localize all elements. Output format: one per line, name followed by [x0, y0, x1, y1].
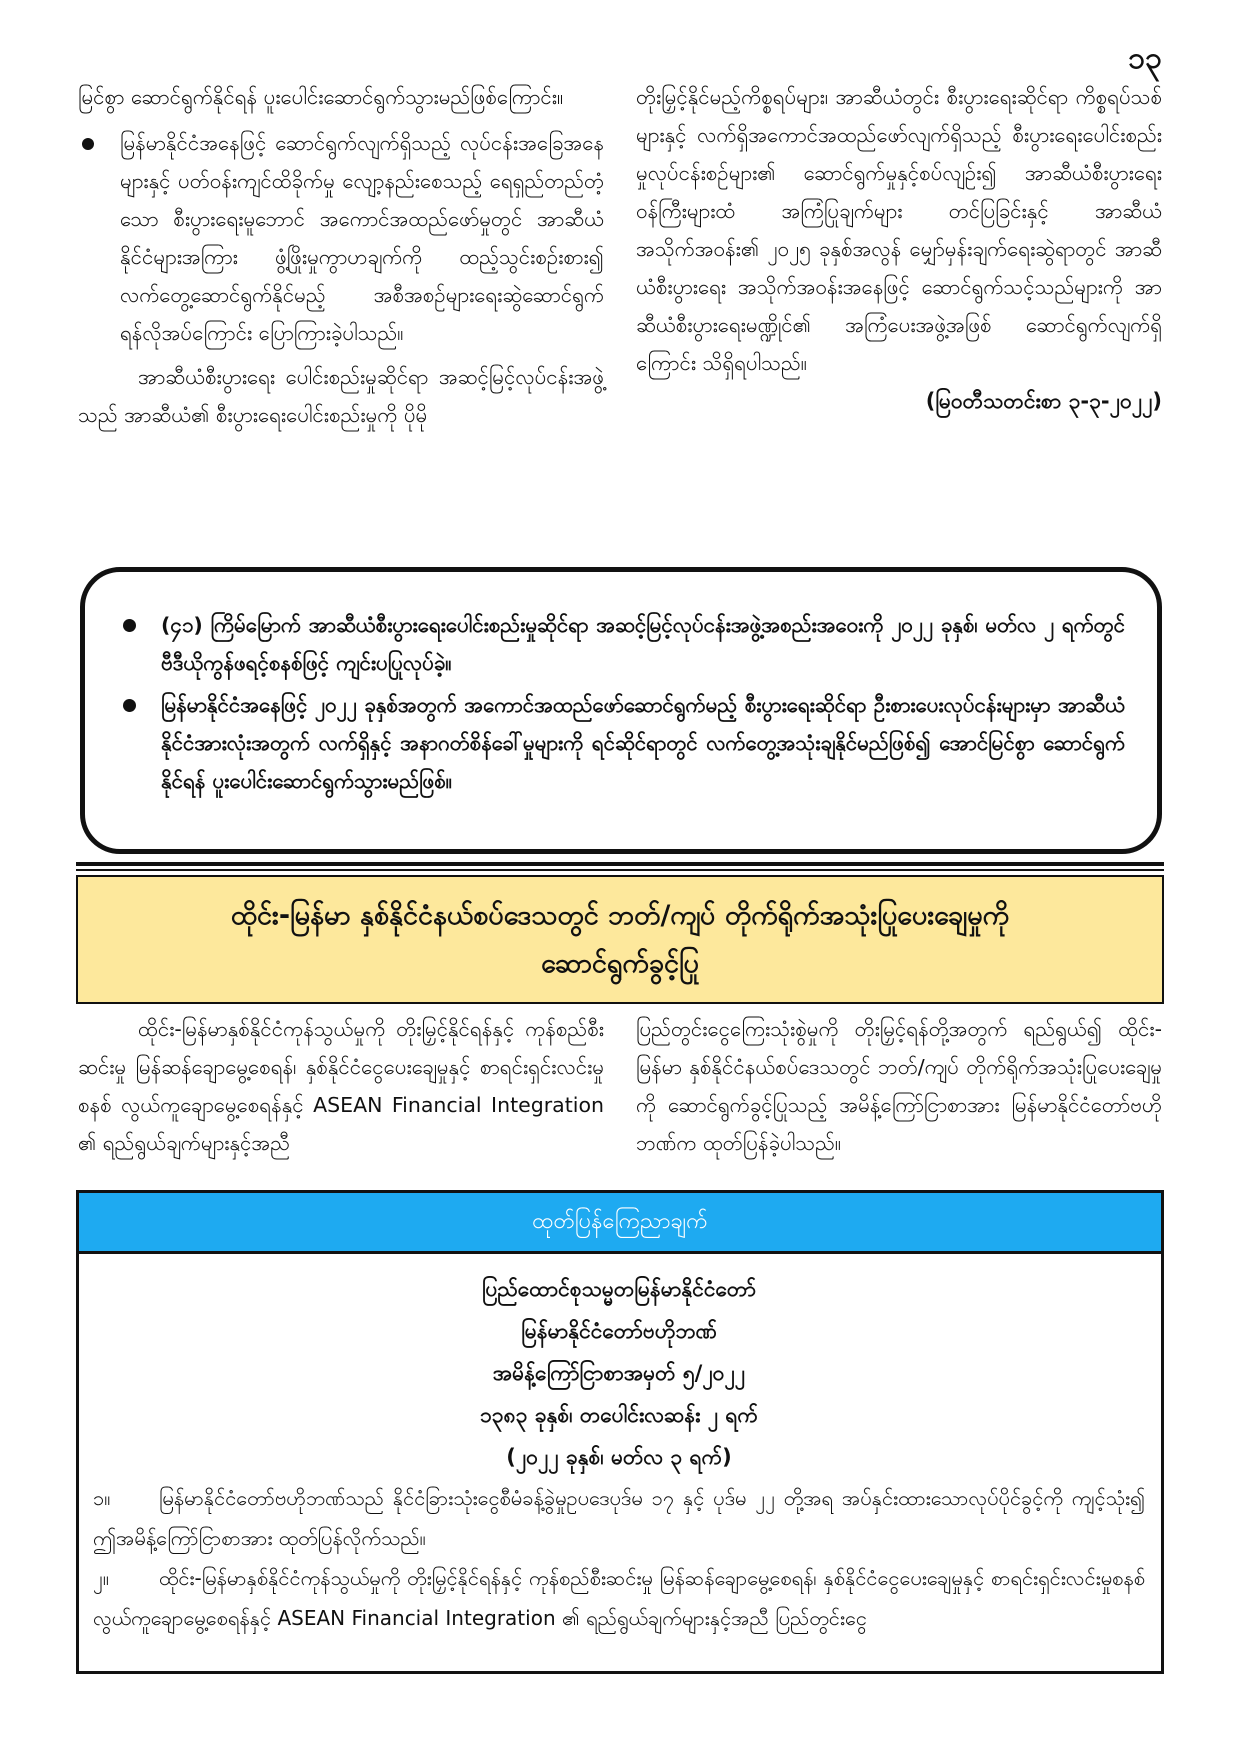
- article-1-right-column: [636, 78, 1162, 434]
- article-1-source: (မြဝတီသတင်းစာ ၃-၃-၂၀၂၂): [925, 389, 1162, 413]
- page-number: ၁၃: [1128, 41, 1162, 76]
- article-1-bullet: [78, 124, 604, 352]
- summary-item-text: မြန်မာနိုင်ငံအနေဖြင့် ၂၀၂၂ ခုနှစ်အတွက် အကောင်အထည်ဖော်ဆောင်ရွက်မည့် စီးပွားရေးဆိုင်ရာ ဦးစားပေးလုပ်ငန်းများမှာ အာဆီယံနိုင်ငံအားလုံးအတွက် လက်ရှိနှင့် အနာဂတ်စိန်ခေါ်မှုများကို ရင်ဆိုင်ရာတွင် လက်တွေ့အသုံးချနိုင်မည်ဖြစ်၍ အောင်မြင်စွာ ဆောင်ရွက်နိုင်ရန် ပူးပေါင်းဆောင်ရွက်သွားမည်ဖြစ်။: [161, 693, 1125, 793]
- paragraph-text: မြန်မာနိုင်ငံတော်ဗဟိုဘဏ်သည် နိုင်ငံခြားသုံးငွေစီမံခန့်ခွဲမှုဥပဒေပုဒ်မ ၁၇ နှင့် ပုဒ်မ ၂၂ တို့အရ အပ်နှင်းထားသောလုပ်ပိုင်ခွင့်ကို ကျင့်သုံး၍ ဤအမိန့်ကြော်ငြာစာအား ထုတ်ပြန်လိုက်သည်။: [93, 1486, 1145, 1550]
- bullet-icon: [123, 619, 136, 632]
- announcement-header-line: ပြည်ထောင်စုသမ္မတမြန်မာနိုင်ငံတော်: [481, 1277, 756, 1301]
- article-1-left-column: [78, 78, 604, 434]
- article-2: [78, 1010, 1162, 1162]
- article-1-continuation: မြင်စွာ ဆောင်ရွက်နိုင်ရန် ပူးပေါင်းဆောင်ရွက်သွားမည်ဖြစ်ကြောင်း။: [78, 85, 564, 109]
- article-1: [78, 78, 1162, 434]
- article-1-paragraph: အာဆီယံစီးပွားရေး ပေါင်းစည်းမှုဆိုင်ရာ အဆင့်မြင့်လုပ်ငန်းအဖွဲ့သည် အာဆီယံ၏ စီးပွားရေးပေါင်းစည်းမှုကို ပိုမို: [78, 365, 604, 427]
- article-2-headline: [76, 875, 1164, 1004]
- paragraph-number: ၁။: [93, 1486, 111, 1510]
- article-2-left-text: ထိုင်း-မြန်မာနှစ်နိုင်ငံကုန်သွယ်မှုကို တိုးမြှင့်နိုင်ရန်နှင့် ကုန်စည်စီးဆင်းမှု မြန်ဆန်ချောမွေ့စေရန်၊ နှစ်နိုင်ငံငွေပေးချေမှုနှင့် စာရင်းရှင်းလင်းမှုစနစ် လွယ်ကူချောမွေ့စေရန်နှင့် ASEAN Financial Integration ၏ ရည်ရွယ်ချက်များနှင့်အညီ: [78, 1017, 604, 1155]
- paragraph-text: ထိုင်း-မြန်မာနှစ်နိုင်ငံကုန်သွယ်မှုကို တိုးမြှင့်နိုင်ရန်နှင့် ကုန်စည်စီးဆင်းမှု မြန်ဆန်ချောမွေ့စေရန်၊ နှစ်နိုင်ငံငွေပေးချေမှုနှင့် စာရင်းရှင်းလင်းမှုစနစ် လွယ်ကူချောမွေ့စေရန်နှင့် ASEAN Financial Integration ၏ ရည်ရွယ်ချက်များနှင့်အညီ ပြည်တွင်းငွေ: [93, 1566, 1145, 1630]
- summary-item: [113, 606, 1125, 682]
- article-2-right-column: [636, 1010, 1162, 1162]
- announcement-title-bar: ထုတ်ပြန်ကြေညာချက်: [76, 1190, 1164, 1254]
- headline-line-2: ဆောင်ရွက်ခွင့်ပြု: [541, 947, 699, 979]
- announcement-paragraph: [93, 1478, 1145, 1558]
- bullet-icon: [123, 699, 136, 712]
- announcement-paragraph: [93, 1558, 1145, 1638]
- summary-box: [80, 567, 1162, 854]
- announcement-header-line: မြန်မာနိုင်ငံတော်ဗဟိုဘဏ်: [521, 1319, 717, 1343]
- announcement-header-line: (၂၀၂၂ ခုနှစ်၊ မတ်လ ၃ ရက်): [506, 1445, 732, 1469]
- article-2-left-column: [78, 1010, 604, 1162]
- article-1-bullet-text: မြန်မာနိုင်ငံအနေဖြင့် ဆောင်ရွက်လျက်ရှိသည့် လုပ်ငန်းအခြေအနေများနှင့် ပတ်ဝန်းကျင်ထိခိုက်မှု လျော့နည်းစေသည့် ရေရှည်တည်တံ့သော စီးပွားရေးမူဘောင် အကောင်အထည်ဖော်မှုတွင် အာဆီယံနိုင်ငံများအကြား ဖွံ့ဖြိုးမှုကွာဟချက်ကို ထည့်သွင်းစဉ်းစား၍ လက်တွေ့ဆောင်ရွက်နိုင်မည့် အစီအစဉ်များရေးဆွဲဆောင်ရွက်ရန်လိုအပ်ကြောင်း ပြောကြားခဲ့ပါသည်။: [120, 131, 604, 345]
- bullet-icon: [82, 138, 94, 150]
- summary-item-text: (၄၁) ကြိမ်မြောက် အာဆီယံစီးပွားရေးပေါင်းစည်းမှုဆိုင်ရာ အဆင့်မြင့်လုပ်ငန်းအဖွဲ့အစည်းအဝေးကို ၂၀၂၂ ခုနှစ်၊ မတ်လ ၂ ရက်တွင် ဗီဒီယိုကွန်ဖရင့်စနစ်ဖြင့် ကျင်းပပြုလုပ်ခဲ့။: [161, 613, 1125, 675]
- summary-item: [113, 686, 1125, 800]
- announcement-header-line: အမိန့်ကြော်ငြာစာအမှတ် ၅/၂၀၂၂: [492, 1361, 746, 1385]
- paragraph-number: ၂။: [93, 1566, 109, 1590]
- announcement-box: [76, 1254, 1164, 1674]
- separator-rule-thin: [76, 869, 1164, 871]
- article-2-right-text: ပြည်တွင်းငွေကြေးသုံးစွဲမှုကို တိုးမြှင့်ရန်တို့အတွက် ရည်ရွယ်၍ ထိုင်း-မြန်မာ နှစ်နိုင်ငံနယ်စပ်ဒေသတွင် ဘတ်/ကျပ် တိုက်ရိုက်အသုံးပြုပေးချေမှုကို ဆောင်ရွက်ခွင့်ပြုသည့် အမိန့်ကြော်ငြာစာအား မြန်မာနိုင်ငံတော်ဗဟိုဘဏ်က ထုတ်ပြန်ခဲ့ပါသည်။: [636, 1017, 1162, 1155]
- headline-line-1: ထိုင်း-မြန်မာ နှစ်နိုင်ငံနယ်စပ်ဒေသတွင် ဘတ်/ကျပ် တိုက်ရိုက်အသုံးပြုပေးချေမှုကို: [230, 899, 1010, 931]
- article-1-right-text: တိုးမြှင့်နိုင်မည့်ကိစ္စရပ်များ၊ အာဆီယံတွင်း စီးပွားရေးဆိုင်ရာ ကိစ္စရပ်သစ်များနှင့် လက်ရှိအကောင်အထည်ဖော်လျက်ရှိသည့် စီးပွားရေးပေါင်းစည်းမှုလုပ်ငန်းစဉ်များ၏ ဆောင်ရွက်မှုနှင့်စပ်လျဉ်း၍ အာဆီယံစီးပွားရေးဝန်ကြီးများထံ အကြံပြုချက်များ တင်ပြခြင်းနှင့် အာဆီယံအသိုက်အဝန်း၏ ၂၀၂၅ ခုနှစ်အလွန် မျှော်မှန်းချက်ရေးဆွဲရာတွင် အာဆီယံစီးပွားရေး အသိုက်အဝန်းအနေဖြင့် ဆောင်ရွက်သင့်သည်များကို အာဆီယံစီးပွားရေးမဏ္ဍိုင်၏ အကြံပေးအဖွဲ့အဖြစ် ဆောင်ရွက်လျက်ရှိကြောင်း သိရှိရပါသည်။: [636, 85, 1162, 375]
- announcement-header-line: ၁၃၈၃ ခုနှစ်၊ တပေါင်းလဆန်း ၂ ရက်: [479, 1403, 759, 1427]
- separator-rule: [76, 862, 1164, 866]
